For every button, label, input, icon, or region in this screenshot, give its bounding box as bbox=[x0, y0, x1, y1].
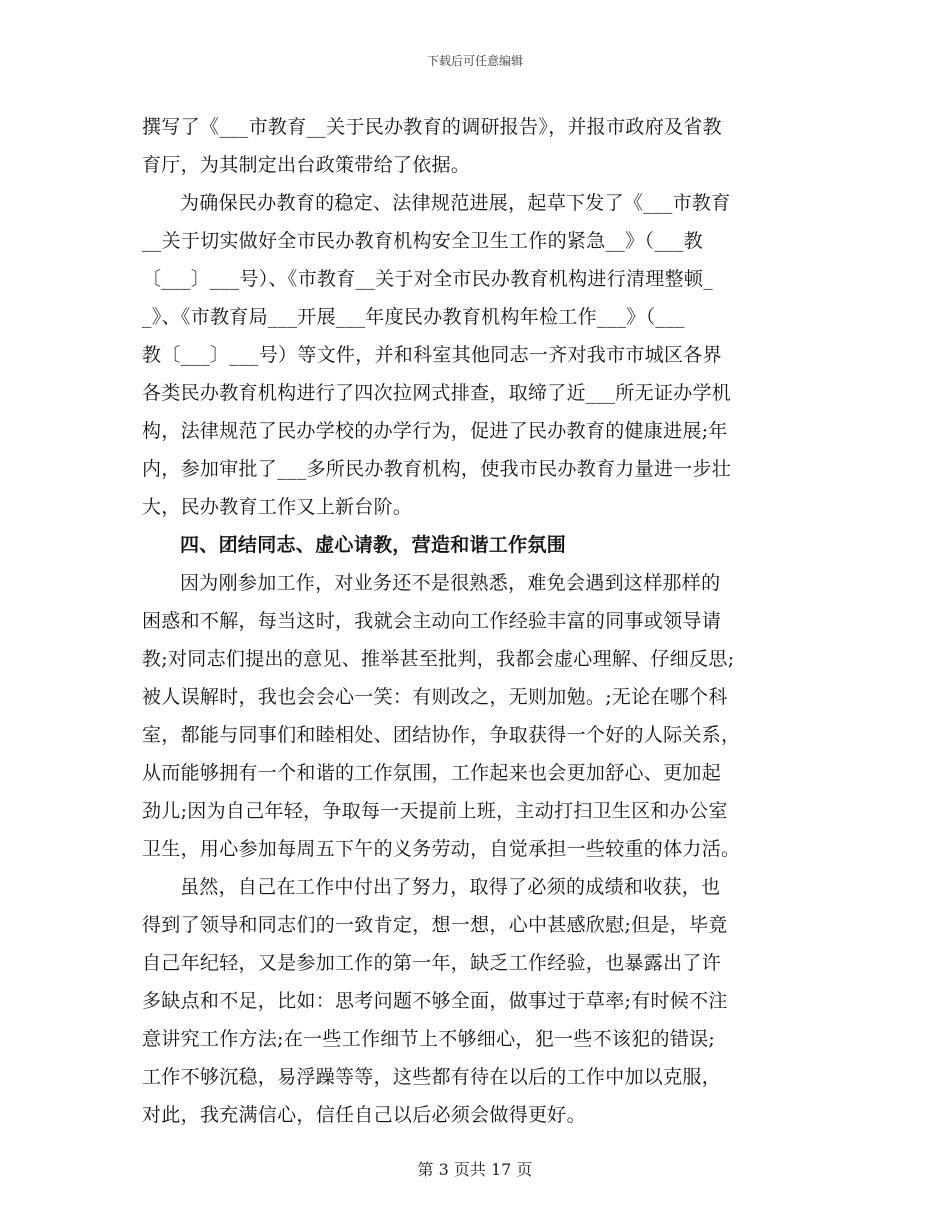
text-line: 对此，我充满信心，信任自己以后必须会做得更好。 bbox=[142, 1104, 586, 1126]
page-header-note: 下载后可任意编辑 bbox=[426, 54, 523, 68]
text-line: 卫生，用心参加每周五下午的义务劳动，自觉承担一些较重的体力活。 bbox=[142, 838, 741, 860]
text-line: 从而能够拥有一个和谐的工作氛围，工作起来也会更加舒心、更加起 bbox=[142, 762, 722, 784]
page-number-footer: 第 3 页共 17 页 bbox=[417, 1160, 533, 1179]
text-line: 得到了领导和同志们的一致肯定，想一想，心中甚感欣慰;但是，毕竟 bbox=[142, 914, 728, 936]
text-line: 自己年纪轻，又是参加工作的第一年，缺乏工作经验，也暴露出了许 bbox=[142, 952, 722, 974]
text-line: 多缺点和不足，比如：思考问题不够全面，做事过于草率;有时候不注 bbox=[142, 990, 728, 1012]
text-line: __关于切实做好全市民办教育机构安全卫生工作的紧急__》（___教 bbox=[142, 230, 703, 252]
text-line: 意讲究工作方法;在一些工作细节上不够细心，犯一些不该犯的错误; bbox=[142, 1028, 716, 1050]
document-body bbox=[142, 108, 810, 1134]
text-line: 工作不够沉稳，易浮躁等等，这些都有待在以后的工作中加以克服， bbox=[142, 1066, 722, 1088]
text-line: 内，参加审批了___多所民办教育机构，使我市民办教育力量进一步壮 bbox=[142, 458, 732, 480]
text-line: 劲儿;因为自己年轻，争取每一天提前上班，主动打扫卫生区和办公室 bbox=[142, 800, 728, 822]
text-line: 各类民办教育机构进行了四次拉网式排查，取缔了近___所无证办学机 bbox=[142, 382, 732, 404]
text-line: 被人误解时，我也会会心一笑：有则改之，无则加勉。;无论在哪个科 bbox=[142, 686, 728, 708]
section-heading: 四、团结同志、虚心请教，营造和谐工作氛围 bbox=[180, 534, 567, 556]
text-line: 撰写了《___市教育__关于民办教育的调研报告》，并报市政府及省教 bbox=[142, 116, 722, 138]
text-line: _》、《市教育局___开展___年度民办教育机构年检工作___》（___ bbox=[142, 306, 685, 328]
text-line: 困惑和不解，每当这时，我就会主动向工作经验丰富的同事或领导请 bbox=[142, 610, 722, 632]
paragraph-start: 为确保民办教育的稳定、法律规范进展，起草下发了《___市教育 bbox=[180, 192, 731, 214]
text-line: 室，都能与同事们和睦相处、团结协作，争取获得一个好的人际关系， bbox=[142, 724, 741, 746]
text-line: 构，法律规范了民办学校的办学行为，促进了民办教育的健康进展;年 bbox=[142, 420, 728, 442]
text-line: 大，民办教育工作又上新台阶。 bbox=[142, 496, 413, 518]
paragraph-start: 因为刚参加工作，对业务还不是很熟悉，难免会遇到这样那样的 bbox=[180, 572, 721, 594]
paragraph-start: 虽然，自己在工作中付出了努力，取得了必须的成绩和收获，也 bbox=[180, 876, 721, 898]
text-line: 教;对同志们提出的意见、推举甚至批判，我都会虚心理解、仔细反思; bbox=[142, 648, 735, 670]
text-line: 育厅，为其制定出台政策带给了依据。 bbox=[142, 154, 471, 176]
text-line: 教〔___〕___号）等文件，并和科室其他同志一齐对我市市城区各界 bbox=[142, 344, 722, 366]
text-line: 〔___〕___号）、《市教育__关于对全市民办教育机构进行清理整顿_ bbox=[142, 268, 714, 290]
